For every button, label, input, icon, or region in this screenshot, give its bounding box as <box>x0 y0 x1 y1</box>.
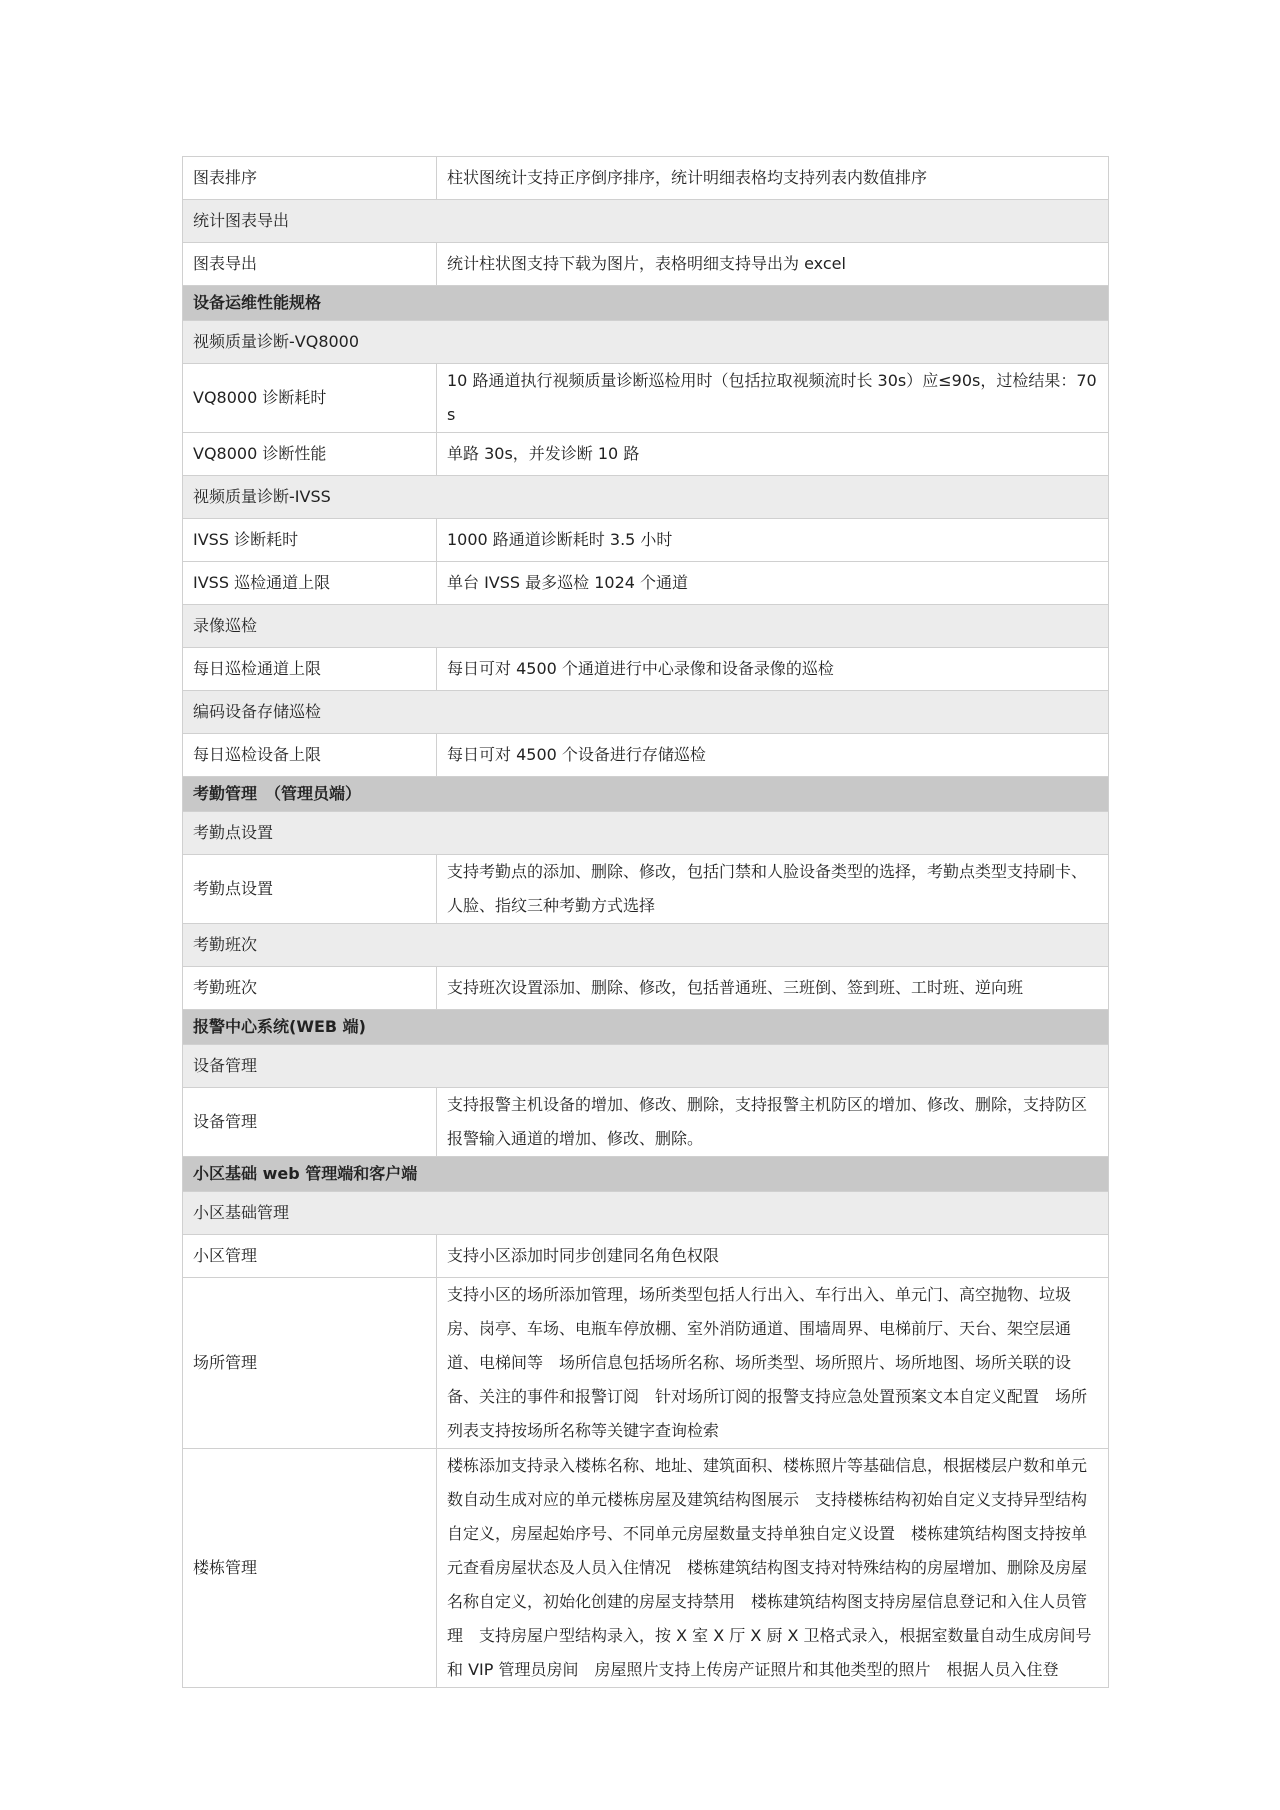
subsection-header-row <box>183 321 1109 364</box>
row-label: IVSS 巡检通道上限 <box>183 562 437 605</box>
row-label: VQ8000 诊断性能 <box>183 433 437 476</box>
section-title: 小区基础 web 管理端和客户端 <box>183 1157 1109 1192</box>
subsection-title: 小区基础管理 <box>183 1192 1109 1235</box>
section-header-row <box>183 286 1109 321</box>
subsection-title: 统计图表导出 <box>183 200 1109 243</box>
row-value: 单台 IVSS 最多巡检 1024 个通道 <box>437 562 1109 605</box>
row-value: 支持班次设置添加、删除、修改，包括普通班、三班倒、签到班、工时班、逆向班 <box>437 967 1109 1010</box>
table-row <box>183 648 1109 691</box>
table-row <box>183 157 1109 200</box>
row-value: 单路 30s，并发诊断 10 路 <box>437 433 1109 476</box>
row-value: 每日可对 4500 个设备进行存储巡检 <box>437 734 1109 777</box>
row-label: 每日巡检设备上限 <box>183 734 437 777</box>
subsection-title: 视频质量诊断-IVSS <box>183 476 1109 519</box>
subsection-title: 设备管理 <box>183 1045 1109 1088</box>
table-row <box>183 1235 1109 1278</box>
subsection-header-row <box>183 812 1109 855</box>
row-value: 每日可对 4500 个通道进行中心录像和设备录像的巡检 <box>437 648 1109 691</box>
row-label: VQ8000 诊断耗时 <box>183 364 437 433</box>
row-label: 设备管理 <box>183 1088 437 1157</box>
row-value: 支持报警主机设备的增加、修改、删除，支持报警主机防区的增加、修改、删除，支持防区报警输入通道的增加、修改、删除。 <box>437 1088 1109 1157</box>
row-value: 1000 路通道诊断耗时 3.5 小时 <box>437 519 1109 562</box>
subsection-header-row <box>183 1045 1109 1088</box>
table-row <box>183 1449 1109 1688</box>
row-value: 楼栋添加支持录入楼栋名称、地址、建筑面积、楼栋照片等基础信息，根据楼层户数和单元数自动生成对应的单元楼栋房屋及建筑结构图展示 支持楼栋结构初始自定义支持异型结构自定义，房屋起始序号、不同单元房屋数量支持单独自定义设置 楼栋建筑结构图支持按单元查看房屋状态及人员入住情况 楼栋建筑结构图支持对特殊结构的房屋增加、删除及房屋名称自定义，初始化创建的房屋支持禁用 楼栋建筑结构图支持房屋信息登记和入住人员管理 支持房屋户型结构录入，按 X 室 X 厅 X 厨 X 卫格式录入，根据室数量自动生成房间号和 VIP 管理员房间 房屋照片支持上传房产证照片和其他类型的照片 根据人员入住登 <box>437 1449 1109 1688</box>
row-value: 统计柱状图支持下载为图片，表格明细支持导出为 excel <box>437 243 1109 286</box>
row-label: 考勤班次 <box>183 967 437 1010</box>
subsection-header-row <box>183 605 1109 648</box>
row-value: 10 路通道执行视频质量诊断巡检用时（包括拉取视频流时长 30s）应≤90s，过检结果：70s <box>437 364 1109 433</box>
row-label: 楼栋管理 <box>183 1449 437 1688</box>
table-row <box>183 364 1109 433</box>
spec-table-body <box>183 157 1109 1688</box>
row-value: 柱状图统计支持正序倒序排序，统计明细表格均支持列表内数值排序 <box>437 157 1109 200</box>
section-title: 报警中心系统(WEB 端) <box>183 1010 1109 1045</box>
subsection-title: 考勤班次 <box>183 924 1109 967</box>
row-label: 场所管理 <box>183 1278 437 1449</box>
table-row <box>183 1088 1109 1157</box>
section-header-row <box>183 1010 1109 1045</box>
subsection-title: 考勤点设置 <box>183 812 1109 855</box>
row-value: 支持小区添加时同步创建同名角色权限 <box>437 1235 1109 1278</box>
table-row <box>183 1278 1109 1449</box>
subsection-header-row <box>183 691 1109 734</box>
subsection-header-row <box>183 476 1109 519</box>
row-label: 考勤点设置 <box>183 855 437 924</box>
row-value: 支持小区的场所添加管理，场所类型包括人行出入、车行出入、单元门、高空抛物、垃圾房、岗亭、车场、电瓶车停放棚、室外消防通道、围墙周界、电梯前厅、天台、架空层通道、电梯间等 场所信息包括场所名称、场所类型、场所照片、场所地图、场所关联的设备、关注的事件和报警订阅 针对场所订阅的报警支持应急处置预案文本自定义配置 场所列表支持按场所名称等关键字查询检索 <box>437 1278 1109 1449</box>
subsection-title: 录像巡检 <box>183 605 1109 648</box>
subsection-header-row <box>183 924 1109 967</box>
section-title: 考勤管理 （管理员端） <box>183 777 1109 812</box>
table-row <box>183 562 1109 605</box>
subsection-header-row <box>183 1192 1109 1235</box>
row-value: 支持考勤点的添加、删除、修改，包括门禁和人脸设备类型的选择，考勤点类型支持刷卡、人脸、指纹三种考勤方式选择 <box>437 855 1109 924</box>
row-label: 每日巡检通道上限 <box>183 648 437 691</box>
section-title: 设备运维性能规格 <box>183 286 1109 321</box>
table-row <box>183 855 1109 924</box>
row-label: 图表导出 <box>183 243 437 286</box>
spec-table <box>182 156 1109 1688</box>
section-header-row <box>183 777 1109 812</box>
subsection-title: 视频质量诊断-VQ8000 <box>183 321 1109 364</box>
table-row <box>183 519 1109 562</box>
table-row <box>183 243 1109 286</box>
table-row <box>183 967 1109 1010</box>
subsection-title: 编码设备存储巡检 <box>183 691 1109 734</box>
table-row <box>183 734 1109 777</box>
table-row <box>183 433 1109 476</box>
row-label: IVSS 诊断耗时 <box>183 519 437 562</box>
subsection-header-row <box>183 200 1109 243</box>
row-label: 图表排序 <box>183 157 437 200</box>
section-header-row <box>183 1157 1109 1192</box>
row-label: 小区管理 <box>183 1235 437 1278</box>
